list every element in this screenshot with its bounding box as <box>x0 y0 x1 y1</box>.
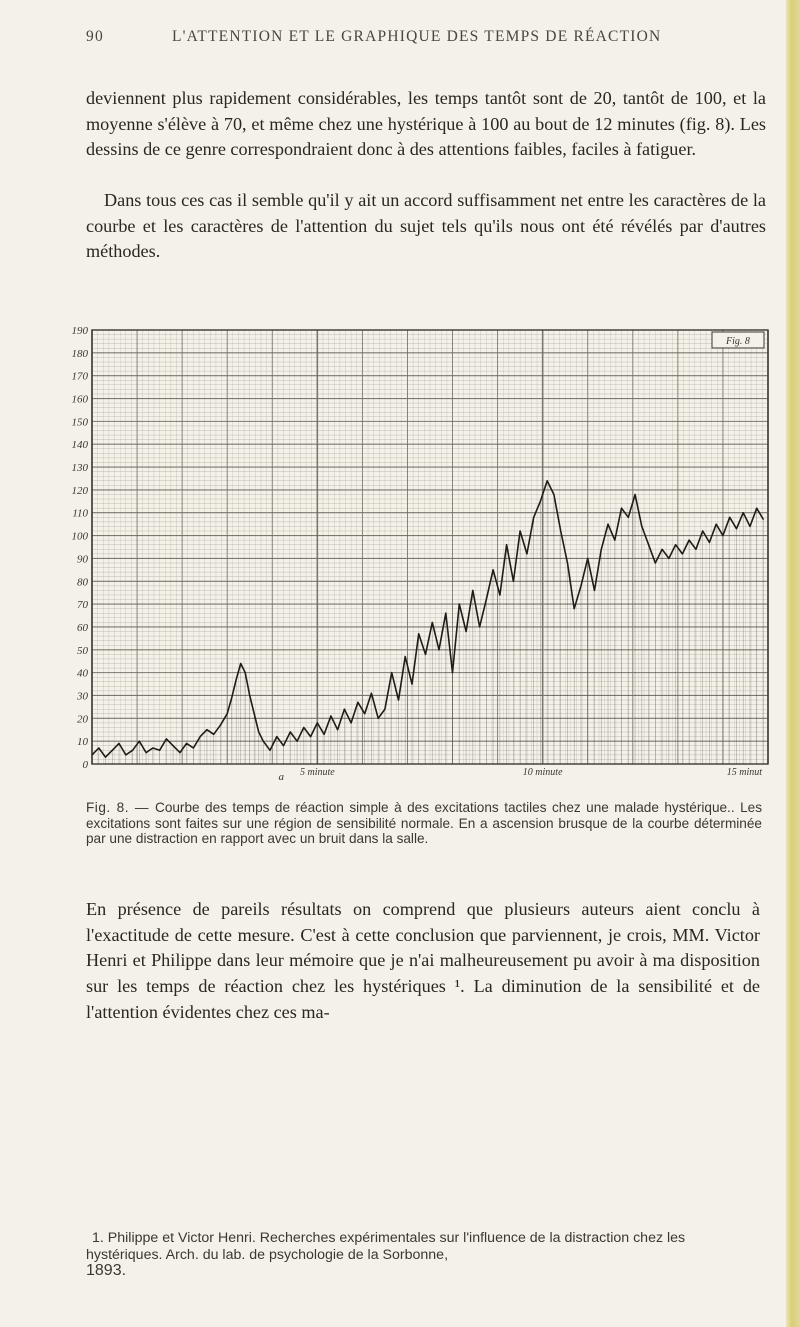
paragraph-3: En présence de pareils résultats on comprend que plusieurs auteurs aient conclu à l'exactitude de cette mesure. C'est à cette conclusion que parviennent, je crois, MM. Victor Henri et Philippe dans leur mémoire que je n'ai malheureusement pu avoir à ma disposition sur les temps de réaction chez les hystériques ¹. La diminution de la sensibilité et de l'attention évidentes chez ces ma- <box>86 899 760 1022</box>
y-tick-label: 180 <box>71 347 88 360</box>
y-tick-label: 160 <box>71 393 88 406</box>
y-tick-label: 170 <box>71 370 88 383</box>
footnote-number: 1. <box>92 1230 104 1246</box>
chart-grid <box>92 330 768 764</box>
figure-tag-label: Fig. 8 <box>726 336 750 347</box>
figure-caption <box>86 800 762 847</box>
page-number: 90 <box>86 28 104 45</box>
page-edge <box>786 0 800 1327</box>
y-tick-label: 20 <box>77 713 88 726</box>
figure-tag-layer <box>712 332 764 348</box>
reaction-time-chart <box>68 322 774 782</box>
y-tick-label: 30 <box>77 690 88 703</box>
time-label: 15 minut <box>726 767 762 778</box>
running-title: L'ATTENTION ET LE GRAPHIQUE DES TEMPS DE RÉACTION <box>172 28 662 45</box>
y-tick-label: 60 <box>77 621 88 634</box>
y-tick-label: 120 <box>71 484 88 497</box>
time-label: 5 minute <box>299 767 335 778</box>
footnote <box>86 1230 762 1279</box>
figure-8 <box>68 322 774 782</box>
x-time-labels <box>279 767 763 782</box>
y-tick-label: 150 <box>71 416 88 429</box>
caption-text: Courbe des temps de réaction simple à des excitations tactiles chez une malade hystérique.. Les excitations sont faites sur une région de sensibilité normale. En a ascension brusque de la courbe déterminée par une distraction en rapport avec un bruit dans la salle. <box>86 800 763 847</box>
paragraph-1: deviennent plus rapidement considérables, les temps tantôt sont de 20, tantôt de 100, et la moyenne s'élève à 70, et même chez une hystérique à 100 au bout de 12 minutes (fig. 8). Les dessins de ce genre correspondraient donc à des attentions faibles, faciles à fatiguer. <box>86 88 766 160</box>
y-tick-labels <box>72 325 89 771</box>
y-tick-label: 10 <box>77 736 88 749</box>
series-line <box>92 481 764 757</box>
y-tick-label: 140 <box>71 439 88 452</box>
caption-lead: Fig. 8. — <box>86 800 155 815</box>
y-tick-label: 40 <box>77 667 88 680</box>
y-tick-label: 50 <box>77 644 88 657</box>
y-tick-label: 90 <box>77 553 88 566</box>
time-label: 10 minute <box>522 767 563 778</box>
footnote-text: Philippe et Victor Henri. Recherches expérimentales sur l'influence de la distraction chez les hystériques. Arch. du lab. de psychologie de la Sorbonne, <box>86 1230 686 1263</box>
y-tick-label: 100 <box>71 530 88 543</box>
y-tick-label: 0 <box>82 759 88 771</box>
y-tick-label: 80 <box>77 576 88 589</box>
y-tick-label: 190 <box>71 325 88 337</box>
y-tick-label: 70 <box>77 599 88 612</box>
paragraph-2: Dans tous ces cas il semble qu'il y ait un accord suffisamment net entre les caractères de la courbe et les caractères de l'attention du sujet tels qu'ils nous ont été révélés par d'autres méthodes. <box>86 190 766 262</box>
y-tick-label: 130 <box>71 462 88 475</box>
y-tick-label: 110 <box>72 507 88 520</box>
footnote-year: 1893. <box>86 1262 127 1279</box>
marker-a: a <box>278 771 285 782</box>
